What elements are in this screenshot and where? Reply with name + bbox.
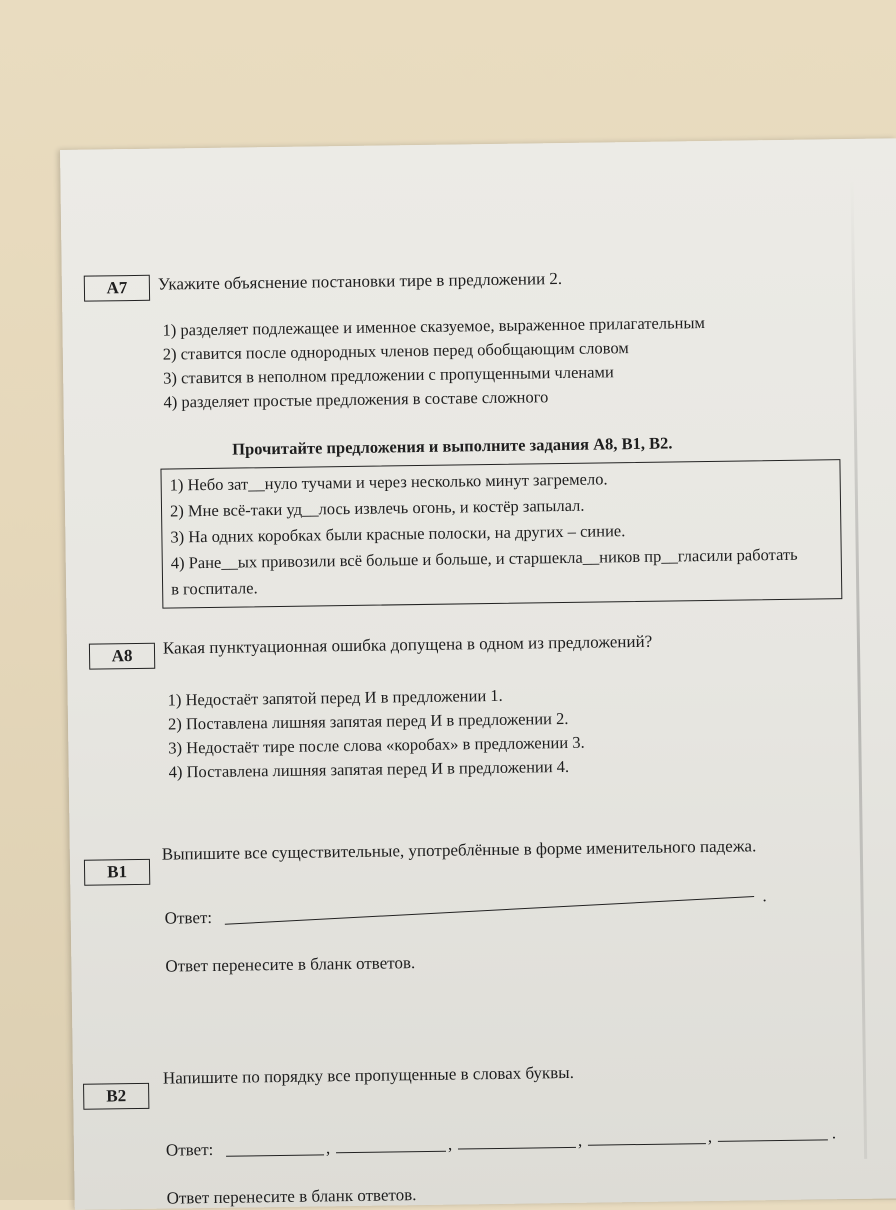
b2-question: Напишите по порядку все пропущенные в словах буквы. bbox=[162, 1062, 575, 1088]
a7-option-2: 2) ставится после однородных членов перед обобщающим словом bbox=[162, 338, 629, 364]
b1-transfer-note: Ответ перенесите в бланк ответов. bbox=[165, 953, 416, 976]
b1-answer-line[interactable] bbox=[225, 896, 754, 925]
b2-blank-3[interactable] bbox=[458, 1147, 576, 1150]
a8-option-1: 1) Недостаёт запятой перед И в предложении 1. bbox=[167, 685, 503, 710]
a7-option-1: 1) разделяет подлежащее и именное сказуемое, выраженное прилагательным bbox=[162, 313, 706, 340]
b2-blank-4[interactable] bbox=[588, 1143, 706, 1146]
passage-line-2: 2) Мне всё-таки уд__лось извлечь огонь, и костёр запылал. bbox=[169, 495, 585, 521]
b2-answer-label: Ответ: bbox=[165, 1139, 214, 1160]
b2-blank-5[interactable] bbox=[718, 1139, 828, 1142]
passage-line-3: 3) На одних коробках были красные полоски, на других – синие. bbox=[170, 521, 626, 547]
b2-comma-4: , bbox=[707, 1126, 713, 1147]
b2-comma-1: , bbox=[325, 1138, 331, 1158]
a8-question: Какая пунктуационная ошибка допущена в одном из предложений? bbox=[162, 631, 653, 658]
a8-option-2: 2) Поставлена лишняя запятая перед И в предложении 2. bbox=[167, 708, 569, 734]
b1-question: Выпишите все существительные, употреблённые в форме именительного падежа. bbox=[161, 836, 757, 864]
task-label-b2: В2 bbox=[83, 1083, 149, 1110]
passage-line-4: 4) Ране__ых привозили всё больше и больше, и старшекла__ников пр__гласили работать bbox=[170, 544, 798, 573]
b1-answer-label: Ответ: bbox=[164, 907, 213, 928]
task-label-b1: В1 bbox=[84, 859, 150, 886]
a7-option-4: 4) разделяет простые предложения в составе сложного bbox=[163, 387, 549, 412]
passage-line-1: 1) Небо зат__нуло тучами и через несколько минут загремело. bbox=[169, 469, 608, 495]
a7-option-3: 3) ставится в неполном предложении с пропущенными членами bbox=[163, 362, 614, 388]
b2-transfer-note: Ответ перенесите в бланк ответов. bbox=[166, 1185, 417, 1208]
passage-line-5: в госпитале. bbox=[171, 578, 258, 599]
passage-instruction: Прочитайте предложения и выполните задания А8, В1, В2. bbox=[232, 433, 673, 459]
b2-comma-3: , bbox=[577, 1130, 583, 1150]
b2-blank-2[interactable] bbox=[336, 1151, 446, 1154]
a7-question: Укажите объяснение постановки тире в предложении 2. bbox=[157, 269, 563, 294]
a8-option-4: 4) Поставлена лишняя запятая перед И в предложении 4. bbox=[168, 756, 570, 782]
a8-option-3: 3) Недостаёт тире после слова «коробах» в предложении 3. bbox=[168, 732, 585, 758]
b2-answer-period: . bbox=[831, 1123, 837, 1143]
passage-frame bbox=[160, 459, 842, 608]
b2-blank-1[interactable] bbox=[226, 1154, 324, 1156]
paper-crease bbox=[850, 179, 867, 1159]
task-label-a7: А7 bbox=[84, 275, 150, 302]
task-label-a8: А8 bbox=[89, 643, 155, 670]
b1-answer-period: . bbox=[762, 886, 767, 906]
exam-sheet bbox=[60, 138, 896, 1210]
b2-comma-2: , bbox=[447, 1134, 453, 1154]
